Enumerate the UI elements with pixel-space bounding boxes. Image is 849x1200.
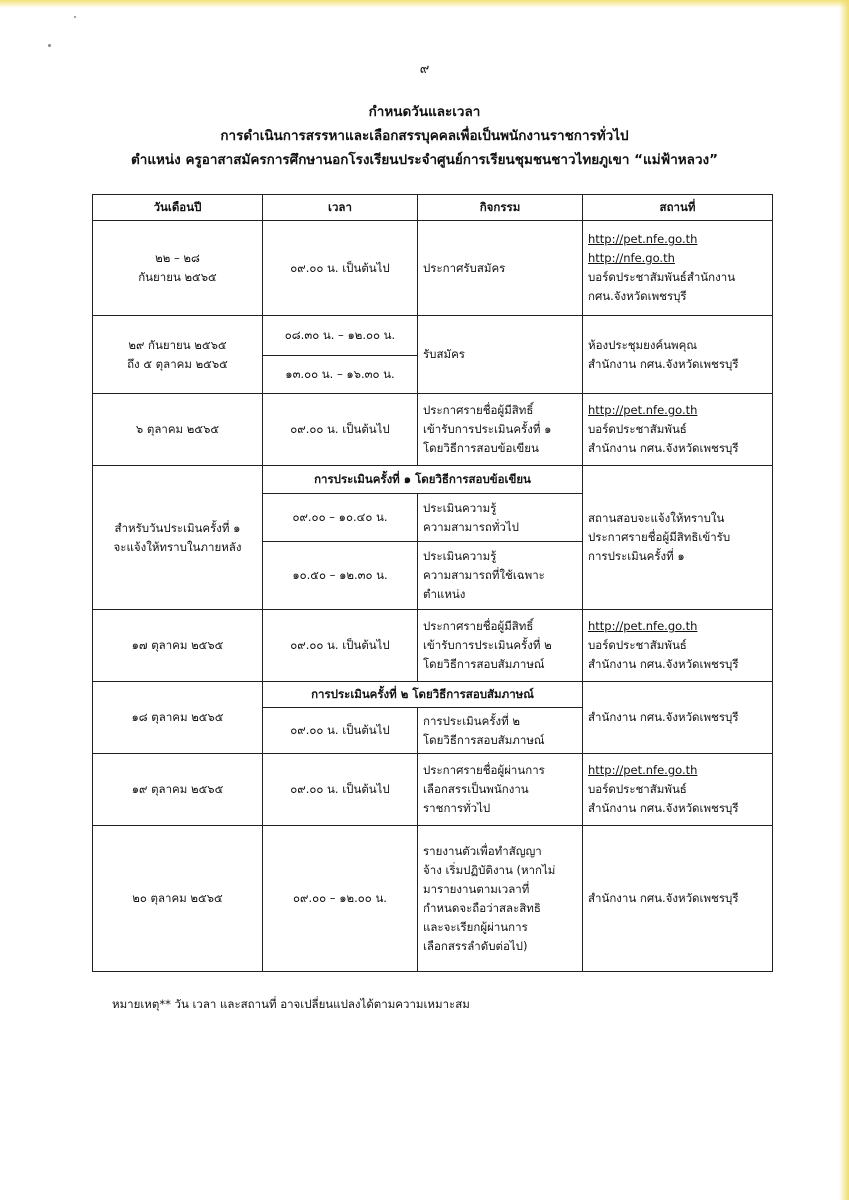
date-cell: ๒๒ – ๒๘ กันยายน ๒๕๖๕ xyxy=(93,221,263,316)
activity-cell: รับสมัคร xyxy=(418,316,583,394)
scan-speck xyxy=(48,44,51,47)
date-cell: ๒๙ กันยายน ๒๕๖๕ ถึง ๕ ตุลาคม ๒๕๖๕ xyxy=(93,316,263,394)
page-number: ๙ xyxy=(419,62,430,77)
table-row xyxy=(93,316,773,356)
scan-speck xyxy=(74,16,76,18)
time-cell: ๐๘.๓๐ น. – ๑๒.๐๐ น. xyxy=(263,316,418,356)
place-cell: สำนักงาน กศน.จังหวัดเพชรบุรี xyxy=(583,826,773,972)
activity-cell: ประกาศรับสมัคร xyxy=(418,221,583,316)
assessment-subheader: การประเมินครั้งที่ ๒ โดยวิธีการสอบสัมภาษณ์ xyxy=(263,682,583,708)
place-cell: http://pet.nfe.go.th บอร์ดประชาสัมพันธ์ สำนักงาน กศน.จังหวัดเพชรบุรี xyxy=(583,610,773,682)
table-row xyxy=(93,826,773,972)
place-cell: สถานสอบจะแจ้งให้ทราบใน ประกาศรายชื่อผู้มีสิทธิเข้ารับ การประเมินครั้งที่ ๑ xyxy=(583,466,773,610)
scan-edge-top xyxy=(0,0,849,8)
time-cell: ๑๐.๕๐ – ๑๒.๓๐ น. xyxy=(263,542,418,610)
website-link[interactable]: http://pet.nfe.go.th xyxy=(588,232,698,246)
time-cell: ๐๙.๐๐ น. เป็นต้นไป xyxy=(263,754,418,826)
activity-cell: ประกาศรายชื่อผู้ผ่านการ เลือกสรรเป็นพนักงาน ราชการทั่วไป xyxy=(418,754,583,826)
time-cell: ๐๙.๐๐ – ๑๒.๐๐ น. xyxy=(263,826,418,972)
document-title xyxy=(0,100,849,172)
table-row xyxy=(93,221,773,316)
header-place: สถานที่ xyxy=(583,195,773,221)
date-cell: ๑๗ ตุลาคม ๒๕๖๕ xyxy=(93,610,263,682)
time-cell: ๑๓.๐๐ น. – ๑๖.๓๐ น. xyxy=(263,356,418,394)
assessment-subheader: การประเมินครั้งที่ ๑ โดยวิธีการสอบข้อเขียน xyxy=(263,466,583,494)
time-cell: ๐๙.๐๐ น. เป็นต้นไป xyxy=(263,610,418,682)
table-row xyxy=(93,394,773,466)
date-cell: สำหรับวันประเมินครั้งที่ ๑ จะแจ้งให้ทราบในภายหลัง xyxy=(93,466,263,610)
website-link[interactable]: http://pet.nfe.go.th xyxy=(588,763,698,777)
table-header-row xyxy=(93,195,773,221)
activity-cell: ประเมินความรู้ ความสามารถทั่วไป xyxy=(418,494,583,542)
website-link[interactable]: http://pet.nfe.go.th xyxy=(588,403,698,417)
website-link[interactable]: http://nfe.go.th xyxy=(588,251,675,265)
title-line: ตำแหน่ง ครูอาสาสมัครการศึกษานอกโรงเรียนประจำศูนย์การเรียนชุมชนชาวไทยภูเขา “แม่ฟ้าหลวง” xyxy=(130,152,719,168)
title-line: การดำเนินการสรรหาและเลือกสรรบุคคลเพื่อเป็นพนักงานราชการทั่วไป xyxy=(220,128,629,144)
date-cell: ๒๐ ตุลาคม ๒๕๖๕ xyxy=(93,826,263,972)
table-row xyxy=(93,466,773,494)
time-cell: ๐๙.๐๐ น. เป็นต้นไป xyxy=(263,221,418,316)
header-time: เวลา xyxy=(263,195,418,221)
website-link[interactable]: http://pet.nfe.go.th xyxy=(588,619,698,633)
footnote: หมายเหตุ** วัน เวลา และสถานที่ อาจเปลี่ยนแปลงได้ตามความเหมาะสม xyxy=(112,997,470,1011)
place-cell: สำนักงาน กศน.จังหวัดเพชรบุรี xyxy=(583,682,773,754)
scan-edge-right xyxy=(839,0,849,1200)
time-cell: ๐๙.๐๐ น. เป็นต้นไป xyxy=(263,394,418,466)
activity-cell: รายงานตัวเพื่อทำสัญญา จ้าง เริ่มปฏิบัติงาน (หากไม่ มารายงานตามเวลาที่ กำหนดจะถือว่าสละสิทธิ และจะเรียกผู้ผ่านการ เลือกสรรลำดับต่อไป) xyxy=(418,826,583,972)
activity-cell: ประกาศรายชื่อผู้มีสิทธิ์ เข้ารับการประเมินครั้งที่ ๒ โดยวิธีการสอบสัมภาษณ์ xyxy=(418,610,583,682)
date-cell: ๑๙ ตุลาคม ๒๕๖๕ xyxy=(93,754,263,826)
date-cell: ๑๘ ตุลาคม ๒๕๖๕ xyxy=(93,682,263,754)
place-cell: ห้องประชุมยงค์นพคุณ สำนักงาน กศน.จังหวัดเพชรบุรี xyxy=(583,316,773,394)
activity-cell: ประกาศรายชื่อผู้มีสิทธิ์ เข้ารับการประเมินครั้งที่ ๑ โดยวิธีการสอบข้อเขียน xyxy=(418,394,583,466)
table-row xyxy=(93,610,773,682)
place-cell: http://pet.nfe.go.th บอร์ดประชาสัมพันธ์ สำนักงาน กศน.จังหวัดเพชรบุรี xyxy=(583,394,773,466)
schedule-table xyxy=(92,194,773,972)
time-cell: ๐๙.๐๐ น. เป็นต้นไป xyxy=(263,708,418,754)
activity-cell: ประเมินความรู้ ความสามารถที่ใช้เฉพาะ ตำแหน่ง xyxy=(418,542,583,610)
table-row xyxy=(93,682,773,708)
title-line: กำหนดวันและเวลา xyxy=(368,104,481,120)
time-cell: ๐๙.๐๐ – ๑๐.๔๐ น. xyxy=(263,494,418,542)
header-activity: กิจกรรม xyxy=(418,195,583,221)
place-cell: http://pet.nfe.go.th บอร์ดประชาสัมพันธ์ สำนักงาน กศน.จังหวัดเพชรบุรี xyxy=(583,754,773,826)
table-row xyxy=(93,754,773,826)
date-cell: ๖ ตุลาคม ๒๕๖๕ xyxy=(93,394,263,466)
activity-cell: การประเมินครั้งที่ ๒ โดยวิธีการสอบสัมภาษณ์ xyxy=(418,708,583,754)
header-date: วันเดือนปี xyxy=(93,195,263,221)
place-cell: http://pet.nfe.go.th http://nfe.go.th บอร์ดประชาสัมพันธ์สำนักงาน กศน.จังหวัดเพชรบุรี xyxy=(583,221,773,316)
